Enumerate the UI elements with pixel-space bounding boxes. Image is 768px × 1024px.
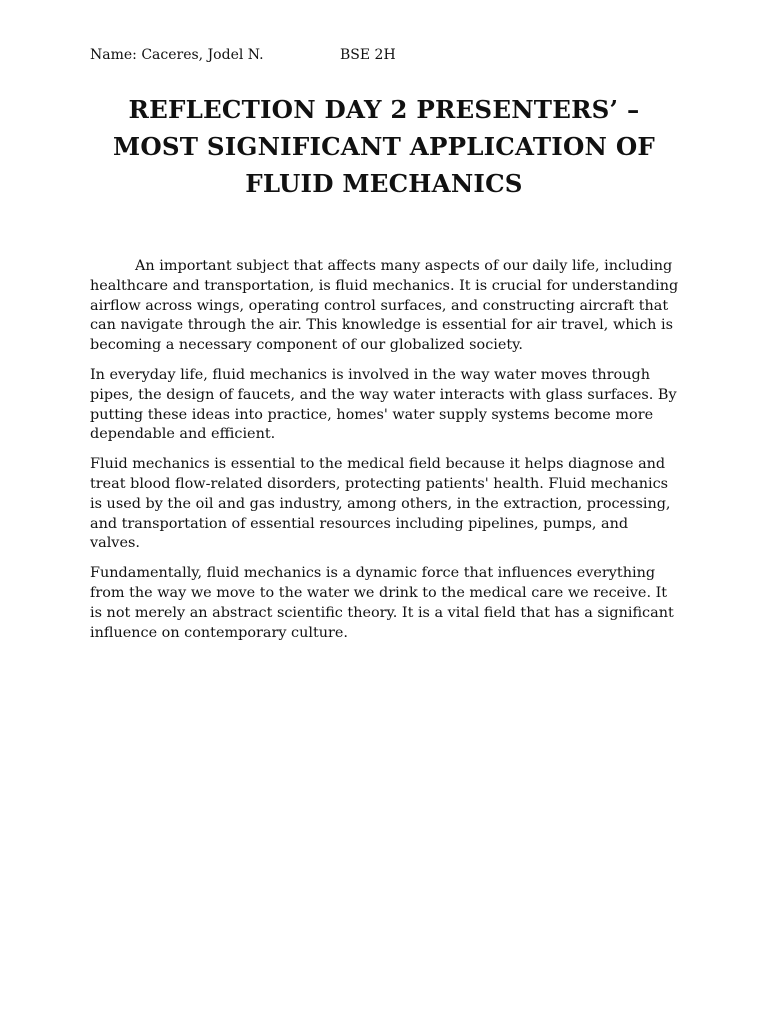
- document-title: [80, 91, 688, 202]
- student-section: BSE 2H: [340, 47, 396, 63]
- paragraph-everyday-life: In everyday life, fluid mechanics is involved in the way water moves through pipes, the design of faucets, and the way water interacts with glass surfaces. By putting these ideas into practice, homes' water supply systems become more dependable and efficient.: [90, 366, 677, 443]
- paragraph-intro: An important subject that affects many aspects of our daily life, including healthcare and transportation, is fluid mechanics. It is crucial for understanding airflow across wings, operating control surfaces, and constructing aircraft that can navigate through the air. This knowledge is essential for air travel, which is becoming a necessary component of our globalized society.: [90, 258, 679, 354]
- document-body: [90, 257, 680, 653]
- title-line-2: MOST SIGNIFICANT APPLICATION OF: [113, 132, 655, 161]
- title-line-1: REFLECTION DAY 2 PRESENTERS’ –: [128, 95, 640, 124]
- title-line-3: FLUID MECHANICS: [245, 169, 523, 198]
- student-name: Name: Caceres, Jodel N.: [90, 47, 264, 63]
- paragraph-medical-industry: Fluid mechanics is essential to the medical field because it helps diagnose and treat blood flow-related disorders, protecting patients' health. Fluid mechanics is used by the oil and gas industry, among others, in the extraction, processing, and transportation of essential resources including pipelines, pumps, and valves.: [90, 456, 671, 552]
- document-header: [90, 46, 690, 64]
- paragraph-conclusion: Fundamentally, fluid mechanics is a dynamic force that influences everything from the way we move to the water we drink to the medical care we receive. It is not merely an abstract scientific theory. It is a vital field that has a significant influence on contemporary culture.: [90, 565, 674, 641]
